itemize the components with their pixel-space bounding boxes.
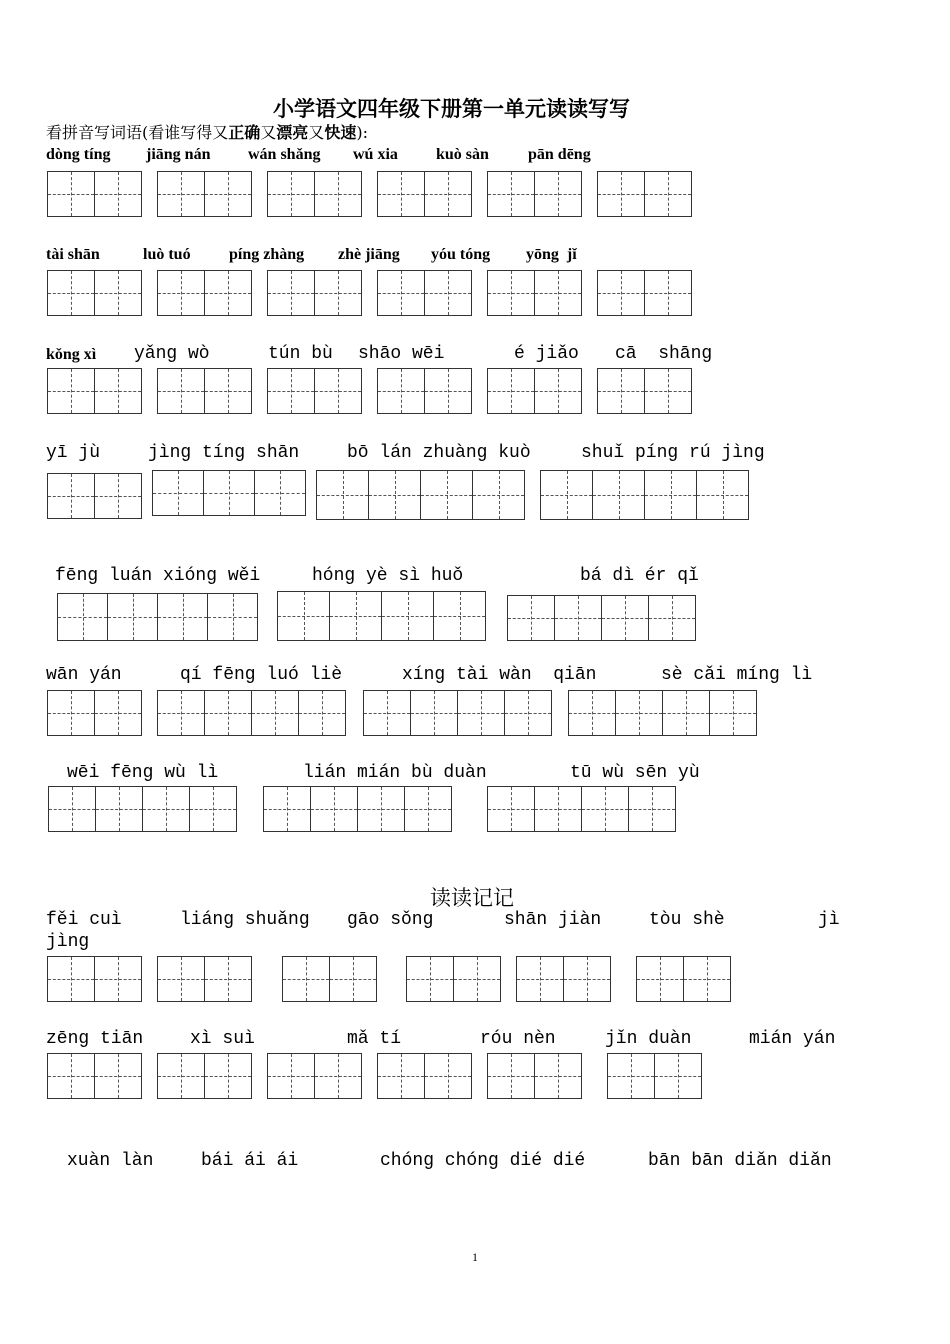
char-box[interactable] — [628, 786, 676, 832]
char-box[interactable] — [157, 171, 205, 217]
char-box[interactable] — [410, 690, 458, 736]
pinyin-label: fěi cuì — [46, 910, 122, 930]
answer-grid[interactable] — [568, 690, 757, 736]
char-box[interactable] — [534, 270, 582, 316]
char-box[interactable] — [107, 593, 158, 641]
char-box[interactable] — [644, 368, 692, 414]
char-box[interactable] — [329, 591, 382, 641]
char-box[interactable] — [709, 690, 757, 736]
pinyin-label: dòng tíng — [46, 146, 111, 163]
char-box[interactable] — [204, 270, 252, 316]
answer-grid[interactable] — [157, 171, 252, 217]
pinyin-label: luò tuó — [143, 246, 191, 263]
answer-grid[interactable] — [487, 1053, 582, 1099]
char-box[interactable] — [487, 368, 535, 414]
char-box[interactable] — [47, 1053, 95, 1099]
char-box[interactable] — [563, 956, 611, 1002]
char-box[interactable] — [363, 690, 411, 736]
answer-grid[interactable] — [47, 1053, 142, 1099]
char-box[interactable] — [554, 595, 602, 641]
answer-grid[interactable] — [487, 368, 582, 414]
char-box[interactable] — [94, 270, 142, 316]
pinyin-label: mǎ tí — [347, 1029, 402, 1049]
char-box[interactable] — [267, 1053, 315, 1099]
pinyin-label: wēi fēng wù lì — [67, 763, 219, 783]
answer-grid[interactable] — [57, 593, 258, 641]
char-box[interactable] — [298, 690, 346, 736]
char-box[interactable] — [615, 690, 663, 736]
answer-grid[interactable] — [47, 690, 142, 736]
pinyin-label: shāo wēi — [358, 344, 445, 364]
pinyin-label: tài shān — [46, 246, 100, 263]
char-box[interactable] — [157, 956, 205, 1002]
pinyin-label: lián mián bù duàn — [303, 763, 487, 783]
answer-grid[interactable] — [47, 473, 142, 519]
answer-grid[interactable] — [282, 956, 377, 1002]
pinyin-label: shān jiàn — [504, 910, 602, 930]
char-box[interactable] — [94, 171, 142, 217]
char-box[interactable] — [47, 368, 95, 414]
char-box[interactable] — [94, 690, 142, 736]
page-title: 小学语文四年级下册第一单元读读写写 — [273, 96, 630, 121]
char-box[interactable] — [683, 956, 731, 1002]
pinyin-label: píng zhàng — [229, 246, 305, 263]
char-box[interactable] — [644, 270, 692, 316]
answer-grid[interactable] — [157, 270, 252, 316]
char-box[interactable] — [381, 591, 434, 641]
char-box[interactable] — [263, 786, 311, 832]
pinyin-label: kuò sàn — [436, 146, 489, 163]
char-box[interactable] — [48, 786, 96, 832]
instructions-word-1: 正确 — [228, 123, 261, 142]
instructions-word-3: 快速 — [324, 123, 357, 142]
pinyin-label: tòu shè — [649, 910, 725, 930]
char-box[interactable] — [94, 956, 142, 1002]
char-box[interactable] — [142, 786, 190, 832]
char-box[interactable] — [189, 786, 237, 832]
char-box[interactable] — [157, 1053, 205, 1099]
char-box[interactable] — [47, 473, 95, 519]
pinyin-label: jìng tíng shān — [148, 443, 300, 463]
char-box[interactable] — [368, 470, 421, 520]
answer-grid[interactable] — [316, 470, 525, 520]
answer-grid[interactable] — [487, 270, 582, 316]
answer-grid[interactable] — [377, 1053, 472, 1099]
char-box[interactable] — [636, 956, 684, 1002]
char-box[interactable] — [47, 171, 95, 217]
answer-grid[interactable] — [267, 368, 362, 414]
char-box[interactable] — [433, 591, 486, 641]
answer-grid[interactable] — [540, 470, 749, 520]
pinyin-label: bō lán zhuàng kuò — [347, 443, 531, 463]
answer-grid[interactable] — [267, 171, 362, 217]
pinyin-label: é jiǎo — [514, 344, 579, 364]
pinyin-label: xuàn làn — [67, 1151, 154, 1171]
pinyin-label: yóu tóng — [431, 246, 491, 263]
pinyin-label: bān bān diǎn diǎn — [648, 1151, 832, 1171]
char-box[interactable] — [472, 470, 525, 520]
char-box[interactable] — [597, 270, 645, 316]
pinyin-label: mián yán — [749, 1029, 836, 1049]
char-box[interactable] — [204, 368, 252, 414]
char-box[interactable] — [357, 786, 405, 832]
char-box[interactable] — [487, 171, 535, 217]
char-box[interactable] — [534, 1053, 582, 1099]
char-box[interactable] — [597, 171, 645, 217]
char-box[interactable] — [597, 368, 645, 414]
char-box[interactable] — [157, 593, 208, 641]
answer-grid[interactable] — [597, 171, 692, 217]
pinyin-label: chóng chóng dié dié — [380, 1151, 586, 1171]
char-box[interactable] — [424, 368, 472, 414]
char-box[interactable] — [251, 690, 299, 736]
pinyin-label-wrap: jìng — [46, 932, 90, 952]
answer-grid[interactable] — [636, 956, 731, 1002]
answer-grid[interactable] — [377, 171, 472, 217]
instructions — [46, 120, 368, 143]
char-box[interactable] — [581, 786, 629, 832]
char-box[interactable] — [282, 956, 330, 1002]
pinyin-label: jiāng nán — [146, 146, 211, 163]
char-box[interactable] — [534, 368, 582, 414]
answer-grid[interactable] — [157, 368, 252, 414]
answer-grid[interactable] — [263, 786, 452, 832]
answer-grid[interactable] — [157, 956, 252, 1002]
char-box[interactable] — [157, 690, 205, 736]
char-box[interactable] — [516, 956, 564, 1002]
answer-grid[interactable] — [377, 270, 472, 316]
char-box[interactable] — [504, 690, 552, 736]
char-box[interactable] — [662, 690, 710, 736]
pinyin-label: yǎng wò — [134, 344, 210, 364]
char-box[interactable] — [204, 171, 252, 217]
char-box[interactable] — [696, 470, 749, 520]
pinyin-label: liáng shuǎng — [180, 910, 310, 930]
char-box[interactable] — [95, 786, 143, 832]
char-box[interactable] — [267, 270, 315, 316]
char-box[interactable] — [487, 786, 535, 832]
instructions-word-2: 漂亮 — [276, 123, 309, 142]
pinyin-label: hóng yè sì huǒ — [312, 566, 464, 586]
page-number: 1 — [472, 1250, 478, 1264]
pinyin-label: bá dì ér qǐ — [580, 566, 699, 586]
pinyin-label: zhè jiāng — [338, 246, 400, 263]
pinyin-label: wān yán — [46, 665, 122, 685]
char-box[interactable] — [204, 1053, 252, 1099]
char-box[interactable] — [47, 956, 95, 1002]
pinyin-label: sè cǎi míng lì — [661, 665, 813, 685]
char-box[interactable] — [420, 470, 473, 520]
char-box[interactable] — [152, 470, 204, 516]
char-box[interactable] — [540, 470, 593, 520]
pinyin-label: yōng jǐ — [526, 246, 577, 263]
pinyin-label: kǒng xì — [46, 346, 97, 363]
pinyin-label: gāo sǒng — [347, 910, 434, 930]
char-box[interactable] — [453, 956, 501, 1002]
answer-grid[interactable] — [48, 786, 237, 832]
char-box[interactable] — [314, 368, 362, 414]
pinyin-label: róu nèn — [480, 1029, 556, 1049]
pinyin-label: zēng tiān — [46, 1029, 144, 1049]
char-box[interactable] — [314, 171, 362, 217]
char-box[interactable] — [406, 956, 454, 1002]
char-box[interactable] — [204, 956, 252, 1002]
char-box[interactable] — [329, 956, 377, 1002]
pinyin-label: wú xia — [353, 146, 398, 163]
instructions-mid-1: 又 — [260, 123, 277, 142]
char-box[interactable] — [654, 1053, 702, 1099]
answer-grid[interactable] — [363, 690, 552, 736]
char-box[interactable] — [487, 270, 535, 316]
char-box[interactable] — [94, 1053, 142, 1099]
answer-grid[interactable] — [406, 956, 501, 1002]
char-box[interactable] — [203, 470, 255, 516]
char-box[interactable] — [57, 593, 108, 641]
char-box[interactable] — [534, 786, 582, 832]
answer-grid[interactable] — [607, 1053, 702, 1099]
char-box[interactable] — [157, 270, 205, 316]
answer-grid[interactable] — [377, 368, 472, 414]
section-title: 读读记记 — [430, 886, 514, 910]
answer-grid[interactable] — [507, 595, 696, 641]
pinyin-label: yī jù — [46, 443, 101, 463]
char-box[interactable] — [377, 368, 425, 414]
instructions-prefix: 看拼音写词语(看谁写得又 — [46, 123, 229, 142]
pinyin-label: cā shāng — [615, 344, 713, 364]
char-box[interactable] — [277, 591, 330, 641]
pinyin-label: tū wù sēn yù — [570, 763, 700, 783]
char-box[interactable] — [487, 1053, 535, 1099]
char-box[interactable] — [592, 470, 645, 520]
char-box[interactable] — [601, 595, 649, 641]
char-box[interactable] — [47, 270, 95, 316]
answer-grid[interactable] — [267, 1053, 362, 1099]
instructions-mid-2: 又 — [308, 123, 325, 142]
char-box[interactable] — [424, 171, 472, 217]
char-box[interactable] — [310, 786, 358, 832]
answer-grid[interactable] — [47, 956, 142, 1002]
char-box[interactable] — [47, 690, 95, 736]
answer-grid[interactable] — [487, 171, 582, 217]
pinyin-label: bái ái ái — [201, 1151, 299, 1171]
char-box[interactable] — [314, 270, 362, 316]
char-box[interactable] — [644, 470, 697, 520]
pinyin-label: wán shǎng — [248, 146, 321, 163]
char-box[interactable] — [534, 171, 582, 217]
char-box[interactable] — [377, 270, 425, 316]
answer-grid[interactable] — [516, 956, 611, 1002]
char-box[interactable] — [254, 470, 306, 516]
answer-grid[interactable] — [47, 368, 142, 414]
answer-grid[interactable] — [487, 786, 676, 832]
answer-grid[interactable] — [47, 270, 142, 316]
char-box[interactable] — [94, 473, 142, 519]
char-box[interactable] — [424, 270, 472, 316]
answer-grid[interactable] — [267, 270, 362, 316]
answer-grid[interactable] — [597, 270, 692, 316]
char-box[interactable] — [457, 690, 505, 736]
pinyin-label: xíng tài wàn qiān — [402, 665, 597, 685]
pinyin-label: tún bù — [268, 344, 333, 364]
char-box[interactable] — [607, 1053, 655, 1099]
pinyin-label: fēng luán xióng wěi — [55, 566, 261, 586]
char-box[interactable] — [568, 690, 616, 736]
pinyin-label: jì — [818, 910, 840, 930]
char-box[interactable] — [267, 368, 315, 414]
char-box[interactable] — [648, 595, 696, 641]
pinyin-label: jǐn duàn — [605, 1029, 692, 1049]
answer-grid[interactable] — [157, 690, 346, 736]
answer-grid[interactable] — [47, 171, 142, 217]
char-box[interactable] — [377, 171, 425, 217]
char-box[interactable] — [316, 470, 369, 520]
char-box[interactable] — [204, 690, 252, 736]
answer-grid[interactable] — [277, 591, 486, 641]
char-box[interactable] — [267, 171, 315, 217]
char-box[interactable] — [377, 1053, 425, 1099]
char-box[interactable] — [644, 171, 692, 217]
char-box[interactable] — [314, 1053, 362, 1099]
char-box[interactable] — [94, 368, 142, 414]
char-box[interactable] — [207, 593, 258, 641]
char-box[interactable] — [404, 786, 452, 832]
answer-grid[interactable] — [597, 368, 692, 414]
pinyin-label: xì suì — [190, 1029, 255, 1049]
char-box[interactable] — [507, 595, 555, 641]
instructions-suffix: ): — [356, 123, 368, 142]
answer-grid[interactable] — [152, 470, 306, 516]
char-box[interactable] — [424, 1053, 472, 1099]
char-box[interactable] — [157, 368, 205, 414]
pinyin-label: qí fēng luó liè — [180, 665, 343, 685]
pinyin-label: pān dēng — [528, 146, 591, 163]
answer-grid[interactable] — [157, 1053, 252, 1099]
pinyin-label: shuǐ píng rú jìng — [581, 443, 765, 463]
